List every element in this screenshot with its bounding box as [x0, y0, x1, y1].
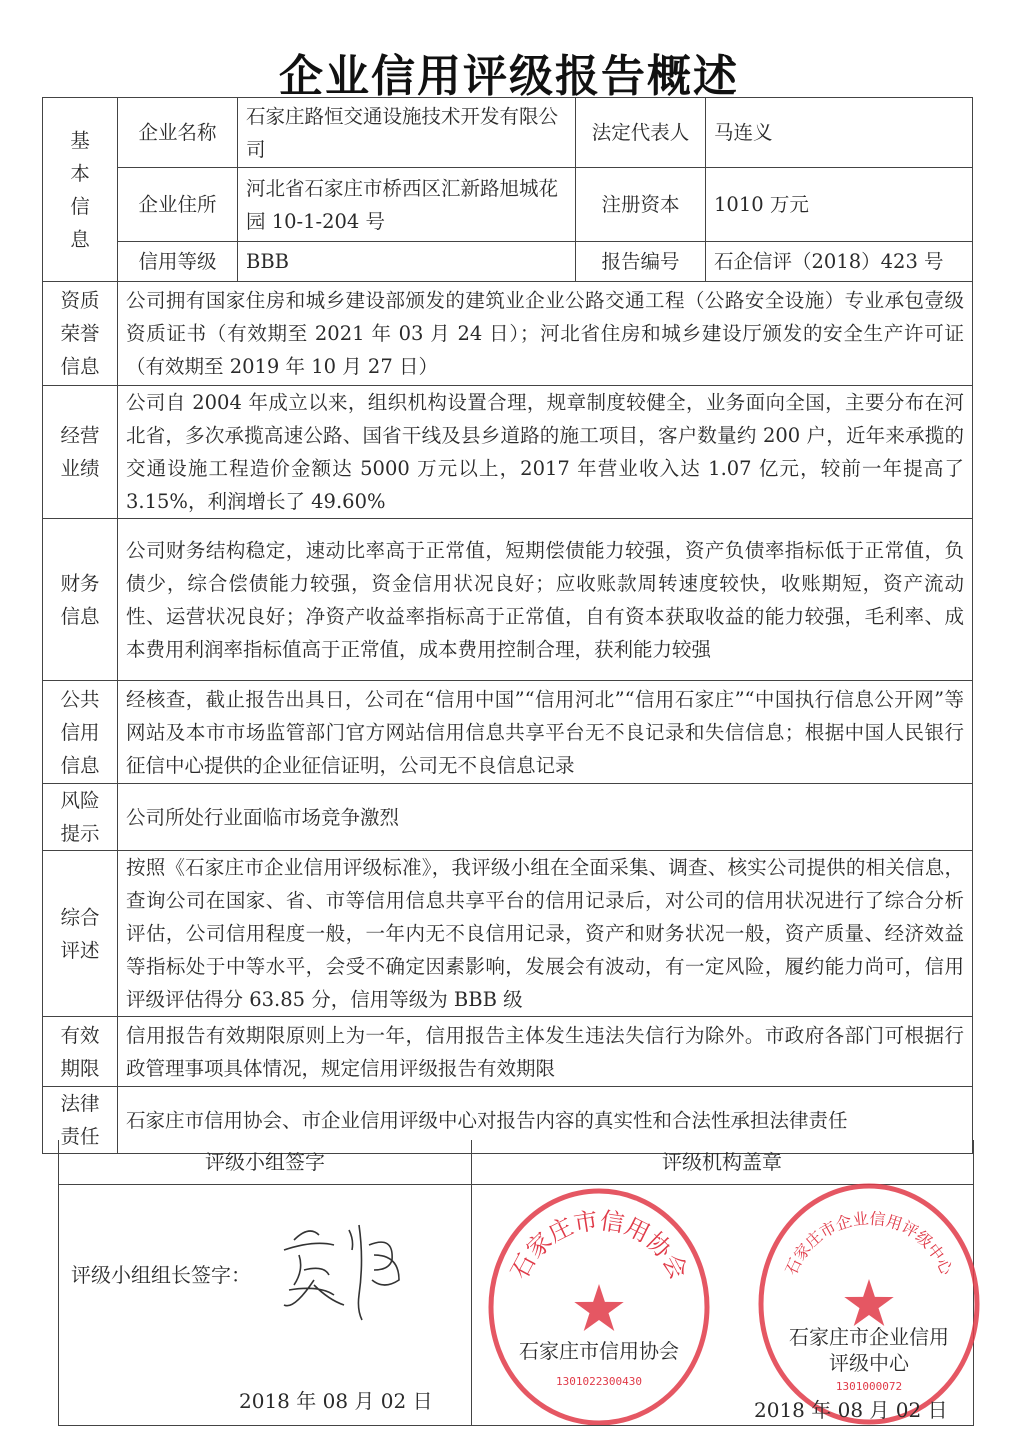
section-text: 公司所处行业面临市场竞争激烈 [118, 784, 973, 851]
org-name-credit-association: 石家庄市信用协会 [519, 1339, 679, 1363]
seal-text-path: 石家庄市信用协会 [505, 1206, 693, 1284]
report-table [42, 97, 973, 1154]
section-text: 公司财务结构稳定，速动比率高于正常值，短期偿债能力较强，资产负债率指标低于正常值，负债少，综合偿债能力较强，资金信用状况良好；应收账款周转速度较快，收账期短，资产流动性、运营状况良好；净资产收益率指标高于正常值，自有资本获取收益的能力较强，毛利率、成本费用利润率指标值高于正常值，成本费用控制合理，获利能力较强 [118, 519, 973, 681]
section-text: 按照《石家庄市企业信用评级标准》，我评级小组在全面采集、调查、核实公司提供的相关信息，查询公司在国家、省、市等信用信息共享平台的信用记录后，对公司的信用状况进行了综合分析评估，公司信用程度一般，一年内无不良信用记录，资产和财务状况一般，资产质量、经济效益等指标处于中等水平，会受不确定因素影响，发展会有波动，有一定风险，履约能力尚可，信用评级评估得分 63.85 分，信用等级为 BBB 级 [118, 851, 973, 1017]
star-icon [574, 1284, 623, 1331]
basic-section-label: 基本信息 [43, 98, 118, 282]
section-text: 公司拥有国家住房和城乡建设部颁发的建筑业企业公路交通工程（公路安全设施）专业承包壹级资质证书（有效期至 2021 年 03 月 24 日）；河北省住房和城乡建设厅颁发的安全生产许可证（有效期至 2019 年 10 月 27 日） [118, 282, 973, 386]
section-label: 资质荣誉信息 [43, 282, 118, 386]
section-text: 信用报告有效期限原则上为一年，信用报告主体发生违法失信行为除外。市政府各部门可根据行政管理事项具体情况，规定信用评级报告有效期限 [118, 1017, 973, 1087]
section-row [43, 519, 973, 681]
field-label: 企业住所 [118, 168, 238, 242]
team-leader-signature-label: 评级小组组长签字： [71, 1263, 251, 1287]
rating-agency-seal-header: 评级机构盖章 [471, 1140, 973, 1185]
field-label: 企业名称 [118, 98, 238, 168]
handwritten-signature [274, 1210, 414, 1330]
star-icon [844, 1279, 893, 1326]
field-label: 注册资本 [576, 168, 706, 242]
section-label: 法律责任 [43, 1087, 118, 1154]
section-label: 有效期限 [43, 1017, 118, 1087]
basic-row [43, 98, 973, 168]
credit-grade-value: BBB [238, 242, 576, 282]
legal-rep-value: 马连义 [706, 98, 973, 168]
section-text: 石家庄市信用协会、市企业信用评级中心对报告内容的真实性和合法性承担法律责任 [118, 1087, 973, 1154]
signature-section [58, 1140, 974, 1426]
agency-seal-date: 2018 年 08 月 02 日 [754, 1398, 948, 1422]
field-label: 报告编号 [576, 242, 706, 282]
seal-text-path: 石家庄市企业信用评级中心 [781, 1208, 957, 1278]
org-name-rating-center-line1: 石家庄市企业信用 [789, 1325, 949, 1349]
rating-center-seal [749, 1180, 989, 1425]
section-row [43, 681, 973, 784]
basic-row [43, 242, 973, 282]
section-label: 经营业绩 [43, 386, 118, 519]
section-text: 经核查，截止报告出具日，公司在“信用中国”“信用河北”“信用石家庄”“中国执行信息公开网”等网站及本市市场监管部门官方网站信用信息共享平台无不良记录和失信信息；根据中国人民银行征信中心提供的企业征信证明，公司无不良信息记录 [118, 681, 973, 784]
section-label: 风险提示 [43, 784, 118, 851]
report-number-value: 石企信评（2018）423 号 [706, 242, 973, 282]
team-signature-date: 2018 年 08 月 02 日 [239, 1389, 433, 1413]
seal-code: 1301022300430 [555, 1375, 643, 1388]
org-name-rating-center-line2: 评级中心 [829, 1351, 909, 1375]
seal-code: 1301000072 [835, 1380, 903, 1393]
rating-team-signature-header: 评级小组签字 [59, 1140, 471, 1185]
column-divider [471, 1140, 472, 1425]
section-row [43, 851, 973, 1017]
field-label: 信用等级 [118, 242, 238, 282]
section-row [43, 282, 973, 386]
seal-text [781, 1209, 957, 1279]
section-row [43, 1017, 973, 1087]
section-row [43, 386, 973, 519]
basic-row [43, 168, 973, 242]
section-row [43, 784, 973, 851]
company-name-value: 石家庄路恒交通设施技术开发有限公司 [238, 98, 576, 168]
section-label: 公共信用信息 [43, 681, 118, 784]
page-title: 企业信用评级报告概述 [279, 51, 739, 102]
capital-value: 1010 万元 [706, 168, 973, 242]
section-label: 财务信息 [43, 519, 118, 681]
field-label: 法定代表人 [576, 98, 706, 168]
section-text: 公司自 2004 年成立以来，组织机构设置合理，规章制度较健全，业务面向全国，主要分布在河北省，多次承揽高速公路、国省干线及县乡道路的施工项目，客户数量约 200 户，近年来承揽的交通设施工程造价金额达 5000 万元以上，2017 年营业收入达 1.07 亿元，较前一年提高了 3.15%，利润增长了 49.60% [118, 386, 973, 519]
credit-association-seal [479, 1185, 719, 1425]
address-value: 河北省石家庄市桥西区汇新路旭城花园 10-1-204 号 [238, 168, 576, 242]
section-label: 综合评述 [43, 851, 118, 1017]
